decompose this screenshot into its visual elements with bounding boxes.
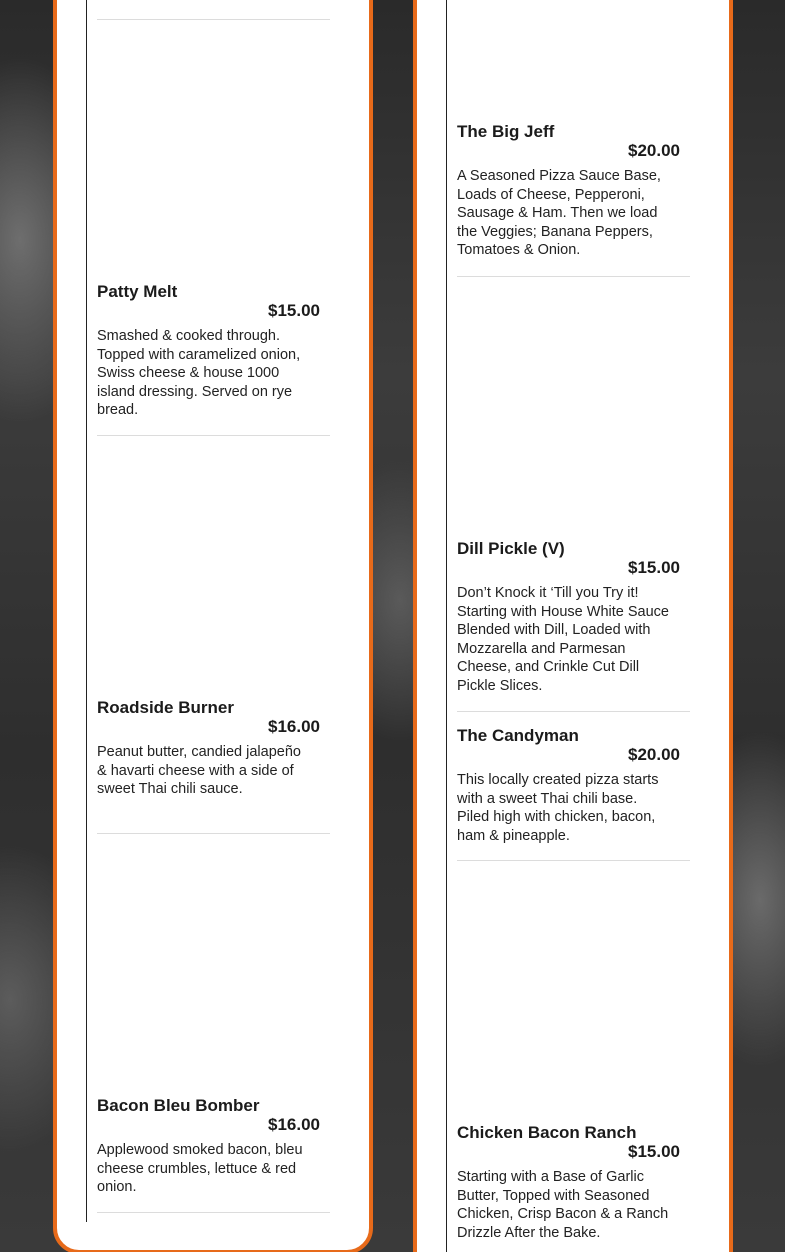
menu-item-price: $15.00	[628, 1142, 680, 1161]
menu-item-name: Dill Pickle (V)	[457, 539, 565, 558]
menu-item-the-candyman[interactable]	[457, 726, 690, 845]
menu-item-price: $20.00	[628, 141, 680, 160]
menu-divider	[97, 833, 330, 834]
menu-divider	[97, 19, 330, 20]
menu-item-description: This locally created pizza starts with a sweet Thai chili base. Piled high with chicken, bacon, ham & pineapple.	[457, 772, 659, 844]
menu-item-price: $20.00	[628, 745, 680, 764]
menu-item-name: Bacon Bleu Bomber	[97, 1096, 260, 1115]
menu-item-name: The Candyman	[457, 726, 579, 745]
menu-item-name: Chicken Bacon Ranch	[457, 1123, 637, 1142]
menu-item-the-big-jeff[interactable]	[457, 122, 690, 260]
menu-item-name: Patty Melt	[97, 282, 178, 301]
menu-divider	[97, 1212, 330, 1213]
menu-item-price: $15.00	[268, 301, 320, 320]
menu-item-price: $16.00	[268, 717, 320, 736]
right-column-rule	[446, 0, 447, 1252]
menu-item-patty-melt[interactable]	[97, 282, 330, 420]
menu-item-price: $16.00	[268, 1115, 320, 1134]
menu-item-dill-pickle[interactable]	[457, 539, 690, 696]
menu-divider	[457, 860, 690, 861]
menu-divider	[97, 435, 330, 436]
menu-item-name: Roadside Burner	[97, 698, 234, 717]
menu-divider	[457, 711, 690, 712]
menu-item-description: Smashed & cooked through. Topped with caramelized onion, Swiss cheese & house 1000 island dressing. Served on rye bread.	[97, 328, 301, 419]
menu-item-description: Don’t Knock it ‘Till you Try it! Starting with House White Sauce Blended with Dill, Loaded with Mozzarella and Parmesan Cheese, and Crinkle Cut Dill Pickle Slices.	[457, 585, 669, 694]
menu-item-description: Peanut butter, candied jalapeño & havarti cheese with a side of sweet Thai chili sauce.	[97, 744, 301, 798]
menu-item-name: The Big Jeff	[457, 122, 555, 141]
menu-divider	[457, 276, 690, 277]
menu-item-chicken-bacon-ranch[interactable]	[457, 1123, 690, 1242]
menu-card-left	[53, 0, 373, 1252]
left-column-rule	[86, 0, 87, 1222]
menu-item-description: Starting with a Base of Garlic Butter, Topped with Seasoned Chicken, Crisp Bacon & a Ranch Drizzle After the Bake.	[457, 1169, 669, 1241]
menu-item-roadside-burner[interactable]	[97, 698, 330, 799]
menu-item-description: Applewood smoked bacon, bleu cheese crumbles, lettuce & red onion.	[97, 1142, 303, 1196]
menu-item-bacon-bleu-bomber[interactable]	[97, 1096, 330, 1197]
menu-item-description: A Seasoned Pizza Sauce Base, Loads of Cheese, Pepperoni, Sausage & Ham. Then we load the Veggies; Banana Peppers, Tomatoes & Onion.	[457, 168, 661, 259]
menu-item-price: $15.00	[628, 558, 680, 577]
